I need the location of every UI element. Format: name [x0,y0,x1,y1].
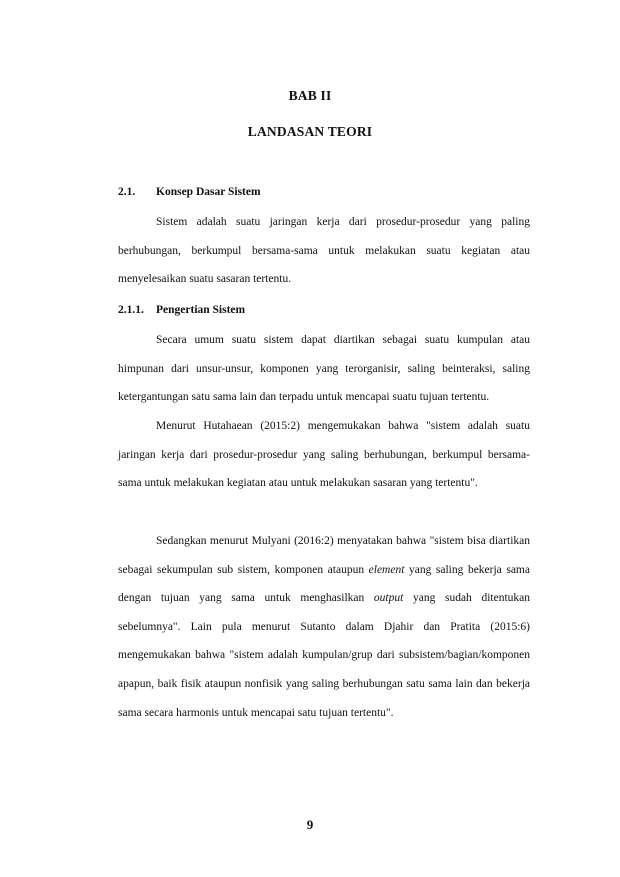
italic-term: element [368,563,405,576]
paragraph-pengertian-sistem [118,326,530,412]
page-number: 9 [306,817,314,832]
paragraph-mulyani-quote [118,527,530,727]
section-heading-2-1-1 [118,304,246,316]
paragraph-text-part: Sedangkan menurut Mulyani (2016:2) menyatakan bahwa "sistem bisa diartikan sebagai sekumpulan sub sistem, komponen ataupun [118,535,530,576]
section-heading-2-1 [118,186,261,198]
section-number: 2.1.1. [118,304,144,316]
paragraph-text-part: yang sudah ditentukan sebelumnya". Lain pula menurut Sutanto dalam Djahir dan Pratita (2015:6) mengemukakan bahwa "sistem adalah kumpulan/grup dari subsistem/bagian/komponen apapun, baik fisik ataupun nonfisik yang saling berhubungan satu sama lain dan bekerja sama secara harmonis untuk mencapai satu tujuan tertentu". [118,592,530,719]
paragraph-text-part: yang saling bekerja sama dengan tujuan yang sama untuk menghasilkan [118,563,530,605]
section-title: Pengertian Sistem [156,304,246,316]
paragraph-text: Secara umum suatu sistem dapat diartikan sebagai suatu kumpulan atau himpunan dari unsur-unsur, komponen yang terorganisir, saling beinteraksi, saling ketergantungan satu sama lain dan terpadu untuk mencapai suatu tujuan tertentu. [118,334,530,404]
italic-term: output [373,592,404,605]
paragraph-text: Sistem adalah suatu jaringan kerja dari prosedur-prosedur yang paling berhubungan, berkumpul bersama-sama untuk melakukan suatu kegiatan atau menyelesaikan suatu sasaran tertentu. [118,216,530,286]
paragraph-hutahaean-quote [118,412,530,498]
paragraph-text: Menurut Hutahaean (2015:2) mengemukakan bahwa "sistem adalah suatu jaringan kerja dari prosedur-prosedur yang saling berhubungan, berkumpul bersama-sama untuk melakukan kegiatan atau untuk melakukan sasaran yang tertentu". [118,420,530,490]
chapter-title: LANDASAN TEORI [247,124,373,139]
section-number: 2.1. [118,186,136,198]
paragraph-konsep-dasar [118,208,530,294]
chapter-number: BAB II [288,88,332,103]
section-title: Konsep Dasar Sistem [156,186,261,198]
